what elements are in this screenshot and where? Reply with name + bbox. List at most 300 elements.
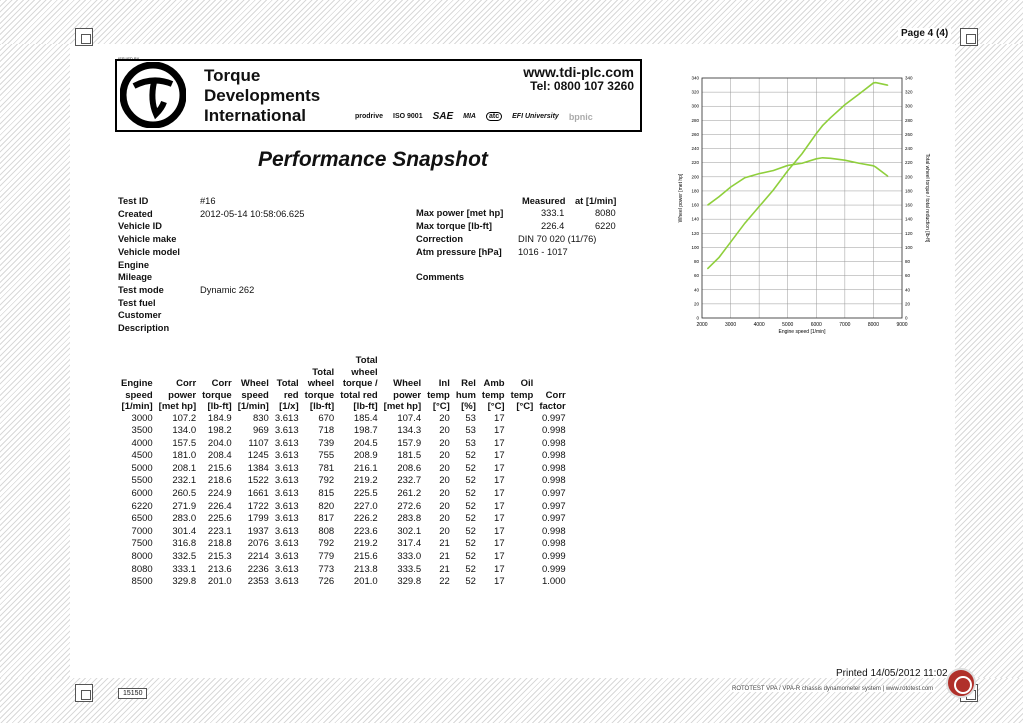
table-cell: 3500 <box>131 425 153 437</box>
power-data-point <box>730 242 731 243</box>
x-tick-label: 7000 <box>839 322 851 328</box>
x-tick-label: 9000 <box>896 322 908 328</box>
table-cell: 52 <box>465 462 476 474</box>
x-tick-label: 2000 <box>696 322 708 328</box>
table-row <box>118 513 569 526</box>
column-header-line: speed <box>241 389 269 401</box>
info-value <box>200 259 304 272</box>
info-value <box>200 220 304 233</box>
table-cell: 107.2 <box>172 412 197 424</box>
column-header-line: temp <box>510 389 534 401</box>
table-cell: 17 <box>494 551 505 563</box>
partner-logo-sae: SAE <box>432 111 454 122</box>
scan-border-bottom <box>0 678 1023 723</box>
company-name-line1: Torque <box>204 66 261 85</box>
power-data-point <box>744 223 745 224</box>
power-data-point <box>759 206 760 207</box>
table-cell <box>508 488 537 501</box>
column-header-line: [°C] <box>432 401 450 412</box>
table-cell: 17 <box>494 500 505 512</box>
table-cell: 17 <box>494 412 505 424</box>
table-cell: 52 <box>465 538 476 550</box>
partner-logo-efi: EFI University <box>512 113 559 120</box>
y-tick-label-left: 220 <box>691 160 699 166</box>
table-cell <box>508 513 537 526</box>
table-cell: 17 <box>494 450 505 462</box>
table-cell: 316.8 <box>172 538 197 550</box>
table-cell: 283.0 <box>172 513 197 525</box>
table-row <box>118 425 569 438</box>
table-cell: 0.997 <box>541 500 566 512</box>
performance-table <box>118 355 569 589</box>
y-tick-label-right: 0 <box>905 315 908 321</box>
power-curve-line <box>708 83 888 269</box>
column-header-line: [lb-ft] <box>207 401 232 412</box>
table-cell: 52 <box>465 563 476 575</box>
column-header <box>156 355 199 413</box>
column-header-line: [1/x] <box>279 401 299 412</box>
table-cell: 0.998 <box>541 450 566 462</box>
table-cell <box>508 501 537 514</box>
table-cell: 134.3 <box>397 425 422 437</box>
table-cell: 204.5 <box>353 437 378 449</box>
column-header <box>381 355 424 413</box>
x-tick-label: 6000 <box>810 322 822 328</box>
torque-data-point <box>859 163 860 164</box>
table-cell: 185.4 <box>353 412 378 424</box>
company-website: www.tdi-plc.com <box>523 64 634 80</box>
y-tick-label-left: 200 <box>691 174 699 180</box>
info-value <box>200 246 304 259</box>
table-cell: 817 <box>318 513 335 525</box>
table-cell: 218.8 <box>207 538 232 550</box>
table-cell: 302.1 <box>397 525 422 537</box>
table-cell: 52 <box>465 576 476 588</box>
company-phone: Tel: 0800 107 3260 <box>530 79 634 93</box>
column-header-line: [lb-ft] <box>353 401 378 412</box>
max-power-rpm: 8080 <box>595 208 616 218</box>
torque-data-point <box>787 165 788 166</box>
table-cell: 261.2 <box>397 488 422 500</box>
table-cell: 0.998 <box>541 437 566 449</box>
info-value <box>200 297 304 310</box>
column-header-line: Inl <box>438 378 450 389</box>
table-cell: 223.1 <box>207 525 232 537</box>
table-cell: 0.997 <box>541 513 566 525</box>
column-header-line: Oil <box>520 378 534 389</box>
table-cell: 0.998 <box>541 538 566 550</box>
column-header <box>118 355 156 413</box>
table-cell: 6500 <box>131 513 153 525</box>
torque-curve-line <box>708 158 888 205</box>
atm-pressure-value: 1016 - 1017 <box>518 247 568 257</box>
table-cell: 1107 <box>248 437 269 449</box>
info-value <box>200 271 304 284</box>
footer-rototest-text: ROTOTEST VPA / VPA-R chassis dynamometer system | www.rototest.com <box>732 686 934 692</box>
partner-logo-bpnic: bpnic <box>568 111 593 122</box>
table-cell: 20 <box>439 475 450 487</box>
column-header-line: Wheel <box>240 378 269 389</box>
y-tick-label-right: 40 <box>905 287 911 293</box>
table-cell: 670 <box>318 412 335 424</box>
table-cell: 21 <box>439 551 450 563</box>
table-cell: 52 <box>465 525 476 537</box>
table-cell: 1384 <box>247 462 269 474</box>
correction-label: Correction <box>416 234 464 244</box>
column-header-line: Amb <box>483 378 505 389</box>
table-cell: 3.613 <box>274 513 299 525</box>
column-header-line: Corr <box>176 378 197 389</box>
table-cell: 755 <box>318 450 335 462</box>
column-header-line: Total <box>312 366 335 378</box>
partner-logo-prodrive: prodrive <box>355 113 384 120</box>
correction-value: DIN 70 020 (11/76) <box>518 234 597 244</box>
table-cell: 779 <box>318 551 335 563</box>
torque-data-point <box>830 158 831 159</box>
max-torque-value: 226.4 <box>541 221 565 231</box>
y-tick-label-left: 180 <box>691 188 699 194</box>
info-label: Mileage <box>118 272 153 283</box>
torque-data-point <box>822 157 823 158</box>
torque-data-point <box>887 176 888 177</box>
table-cell: 815 <box>318 488 335 500</box>
table-cell: 227.0 <box>353 500 378 512</box>
table-cell: 225.5 <box>353 488 378 500</box>
power-data-point <box>873 82 874 83</box>
column-header-line: power <box>393 389 422 401</box>
table-row <box>118 488 569 501</box>
torque-data-point <box>844 160 845 161</box>
company-name-line2: Developments <box>204 86 321 105</box>
column-header-line: [met hp] <box>158 401 197 412</box>
table-cell: 198.7 <box>353 425 378 437</box>
table-cell: 8000 <box>131 551 153 563</box>
table-cell: 792 <box>318 538 335 550</box>
info-value: #16 <box>200 196 216 206</box>
table-cell: 17 <box>494 425 505 437</box>
power-data-point <box>787 170 788 171</box>
torque-data-point <box>873 165 874 166</box>
table-cell: 201.0 <box>353 576 378 588</box>
column-header-line: torque / <box>342 378 378 389</box>
table-cell: 181.5 <box>397 450 422 462</box>
torque-data-point <box>816 158 817 159</box>
column-header-line: Total <box>355 355 378 366</box>
table-cell: 215.6 <box>353 551 378 563</box>
table-cell: 20 <box>439 425 450 437</box>
table-cell: 52 <box>465 475 476 487</box>
info-value <box>200 233 304 246</box>
column-header-line: Total <box>276 378 299 389</box>
table-cell: 6000 <box>131 488 153 500</box>
power-data-point <box>859 93 860 94</box>
table-cell: 204.0 <box>207 437 232 449</box>
table-cell: 0.998 <box>541 462 566 474</box>
company-name-line3: International <box>204 106 307 125</box>
table-cell: 3.613 <box>274 500 299 512</box>
table-cell <box>508 551 537 564</box>
y-tick-label-left: 120 <box>691 230 699 236</box>
table-cell: 17 <box>494 462 505 474</box>
partner-logo-atc: atc <box>486 112 502 121</box>
max-torque-label: Max torque [lb-ft] <box>416 221 492 231</box>
table-cell: 21 <box>439 563 450 575</box>
column-header-line: Corr <box>211 378 232 389</box>
column-header <box>424 355 453 413</box>
y-tick-label-right: 180 <box>905 188 913 194</box>
table-cell <box>508 576 537 589</box>
info-label: Vehicle model <box>118 246 181 257</box>
table-cell: 808 <box>318 525 335 537</box>
table-cell: 0.999 <box>541 551 566 563</box>
table-cell: 830 <box>252 412 269 424</box>
y-tick-label-left: 60 <box>693 273 699 279</box>
table-cell: 22 <box>439 576 450 588</box>
table-cell: 224.9 <box>207 488 232 500</box>
table-cell: 17 <box>494 576 505 588</box>
table-cell: 17 <box>494 475 505 487</box>
y-tick-label-right: 80 <box>905 259 911 265</box>
table-cell: 3.613 <box>274 412 299 424</box>
y-axis-label-right: Total wheel torque / total reduction [lb-ft] <box>924 153 930 243</box>
table-cell: 820 <box>318 500 335 512</box>
column-header-line: red <box>283 389 299 401</box>
info-value <box>200 309 304 322</box>
y-tick-label-left: 160 <box>691 202 699 208</box>
column-header-line: factor <box>539 401 566 412</box>
table-cell: 7000 <box>131 525 153 537</box>
y-tick-label-right: 260 <box>905 131 913 137</box>
table-cell: 21 <box>439 538 450 550</box>
table-cell: 3.613 <box>274 563 299 575</box>
power-data-point <box>875 82 876 83</box>
y-tick-label-right: 100 <box>905 244 913 250</box>
y-tick-label-left: 0 <box>696 315 699 321</box>
table-cell: 215.3 <box>207 551 232 563</box>
y-tick-label-left: 80 <box>693 259 699 265</box>
footer-document-id: 15150 <box>118 688 147 699</box>
torque-data-point <box>875 166 876 167</box>
y-tick-label-left: 320 <box>691 89 699 95</box>
info-label: Description <box>118 323 170 334</box>
table-cell: 226.4 <box>207 500 232 512</box>
table-cell: 213.6 <box>207 563 232 575</box>
table-cell: 134.0 <box>172 425 197 437</box>
torque-data-point <box>759 173 760 174</box>
partner-logos <box>355 111 593 122</box>
table-cell: 301.4 <box>172 525 197 537</box>
info-label: Created <box>118 208 153 219</box>
table-cell: 20 <box>439 525 450 537</box>
x-tick-label: 4000 <box>753 322 765 328</box>
test-info-labels <box>118 195 180 335</box>
table-cell: 4000 <box>131 437 153 449</box>
column-header-line: hum <box>455 389 476 401</box>
table-cell: 17 <box>494 563 505 575</box>
info-label: Test fuel <box>118 297 156 308</box>
page-number: Page 4 (4) <box>898 28 951 39</box>
column-header <box>508 355 537 413</box>
table-cell: 3.613 <box>274 437 299 449</box>
scan-border-left <box>0 44 70 678</box>
info-label: Engine <box>118 259 149 270</box>
atm-pressure-label: Atm pressure [hPa] <box>416 247 502 257</box>
table-row <box>118 438 569 451</box>
y-tick-label-right: 220 <box>905 160 913 166</box>
column-header <box>479 355 508 413</box>
table-cell: 3.613 <box>274 462 299 474</box>
table-cell: 2076 <box>247 538 269 550</box>
table-cell: 272.6 <box>397 500 422 512</box>
y-tick-label-right: 140 <box>905 216 913 222</box>
table-cell: 3000 <box>131 412 153 424</box>
column-header <box>272 355 302 413</box>
power-data-point <box>801 153 802 154</box>
table-cell: 7500 <box>131 538 153 550</box>
table-cell <box>508 450 537 463</box>
table-cell: 0.999 <box>541 563 566 575</box>
max-torque-rpm: 6220 <box>595 221 616 231</box>
table-cell: 0.998 <box>541 475 566 487</box>
table-cell: 52 <box>465 500 476 512</box>
table-cell: 20 <box>439 412 450 424</box>
power-data-point <box>844 104 845 105</box>
table-cell: 52 <box>465 450 476 462</box>
info-label: Vehicle ID <box>118 221 162 232</box>
table-cell: 232.1 <box>172 475 197 487</box>
measured-at-header: at [1/min] <box>575 196 617 206</box>
table-cell: 3.613 <box>274 538 299 550</box>
column-header-line: wheel <box>351 366 378 378</box>
table-cell: 0.997 <box>541 488 566 500</box>
table-cell: 218.6 <box>207 475 232 487</box>
table-cell: 3.613 <box>274 488 299 500</box>
table-cell <box>508 463 537 476</box>
table-cell: 181.0 <box>172 450 197 462</box>
table-cell: 0.997 <box>541 412 566 424</box>
table-cell: 20 <box>439 500 450 512</box>
table-cell: 17 <box>494 488 505 500</box>
info-value <box>200 322 304 335</box>
table-cell: 17 <box>494 437 505 449</box>
table-cell: 53 <box>465 425 476 437</box>
table-cell: 232.7 <box>397 475 422 487</box>
table-cell: 219.2 <box>353 475 378 487</box>
y-tick-label-right: 160 <box>905 202 913 208</box>
table-row <box>118 501 569 514</box>
table-cell: 215.6 <box>207 462 232 474</box>
table-cell: 317.4 <box>397 538 422 550</box>
table-cell <box>508 526 537 539</box>
info-value: 2012-05-14 10:58:06.625 <box>200 208 305 219</box>
page-title: Performance Snapshot <box>258 148 488 171</box>
table-cell: 3.613 <box>274 576 299 588</box>
table-cell: 226.2 <box>353 513 378 525</box>
x-tick-label: 3000 <box>725 322 737 328</box>
tdi-logo-icon <box>120 62 186 128</box>
table-cell: 2214 <box>247 551 269 563</box>
info-label: Vehicle make <box>118 234 177 245</box>
y-tick-label-right: 300 <box>905 103 913 109</box>
max-power-label: Max power [met hp] <box>416 208 504 218</box>
table-cell: 17 <box>494 525 505 537</box>
table-cell: 1.000 <box>541 576 566 588</box>
rototest-seal-icon <box>946 668 976 698</box>
table-cell <box>508 413 537 426</box>
column-header-line: [%] <box>461 401 476 412</box>
table-cell: 2353 <box>247 576 269 588</box>
partner-logo-mia: MIA <box>463 113 476 120</box>
table-cell <box>508 475 537 488</box>
table-cell: 107.4 <box>397 412 422 424</box>
torque-data-point <box>801 163 802 164</box>
table-row <box>118 564 569 577</box>
table-cell: 3.613 <box>274 525 299 537</box>
power-data-point <box>830 117 831 118</box>
table-cell: 329.8 <box>397 576 422 588</box>
column-header-line: [lb-ft] <box>309 401 335 412</box>
scan-border-right <box>955 44 1023 678</box>
table-cell: 2236 <box>247 563 269 575</box>
y-tick-label-left: 340 <box>691 75 699 81</box>
y-tick-label-right: 280 <box>905 117 913 123</box>
column-header-line: wheel <box>307 378 335 389</box>
column-header <box>536 355 568 413</box>
power-data-point <box>707 268 708 269</box>
table-cell: 739 <box>318 437 335 449</box>
column-header-line: temp <box>427 389 450 401</box>
power-data-point <box>816 133 817 134</box>
table-cell: 8500 <box>131 576 153 588</box>
table-cell: 3.613 <box>274 450 299 462</box>
table-cell: 208.1 <box>172 462 197 474</box>
table-cell: 198.2 <box>207 425 232 437</box>
column-header <box>302 355 338 413</box>
table-cell: 0.998 <box>541 525 566 537</box>
table-cell: 208.6 <box>397 462 422 474</box>
y-tick-label-left: 260 <box>691 131 699 137</box>
table-cell: 17 <box>494 513 505 525</box>
table-cell: 8080 <box>131 563 153 575</box>
column-header-line: Rel <box>461 378 476 389</box>
table-cell: 157.5 <box>172 437 197 449</box>
table-cell: 52 <box>465 551 476 563</box>
table-row <box>118 475 569 488</box>
column-header-line: total red <box>340 389 378 401</box>
power-data-point <box>887 85 888 86</box>
table-cell: 5000 <box>131 462 153 474</box>
table-cell: 216.1 <box>353 462 378 474</box>
y-tick-label-right: 60 <box>905 273 911 279</box>
y-tick-label-right: 240 <box>905 146 913 152</box>
y-tick-label-right: 20 <box>905 301 911 307</box>
table-cell <box>508 438 537 451</box>
y-tick-label-left: 100 <box>691 244 699 250</box>
table-cell: 726 <box>318 576 335 588</box>
x-axis-label: Engine speed [1/min] <box>778 329 826 335</box>
table-cell: 792 <box>318 475 335 487</box>
power-data-point <box>773 189 774 190</box>
table-cell: 184.9 <box>207 412 232 424</box>
table-cell: 333.5 <box>397 563 422 575</box>
info-label: Test mode <box>118 284 164 295</box>
column-header-line: [°C] <box>516 401 534 412</box>
column-header-line: Corr <box>545 389 566 401</box>
table-cell: 3.613 <box>274 551 299 563</box>
table-cell: 1661 <box>247 488 269 500</box>
table-cell: 20 <box>439 462 450 474</box>
column-header-line: Wheel <box>393 378 422 389</box>
